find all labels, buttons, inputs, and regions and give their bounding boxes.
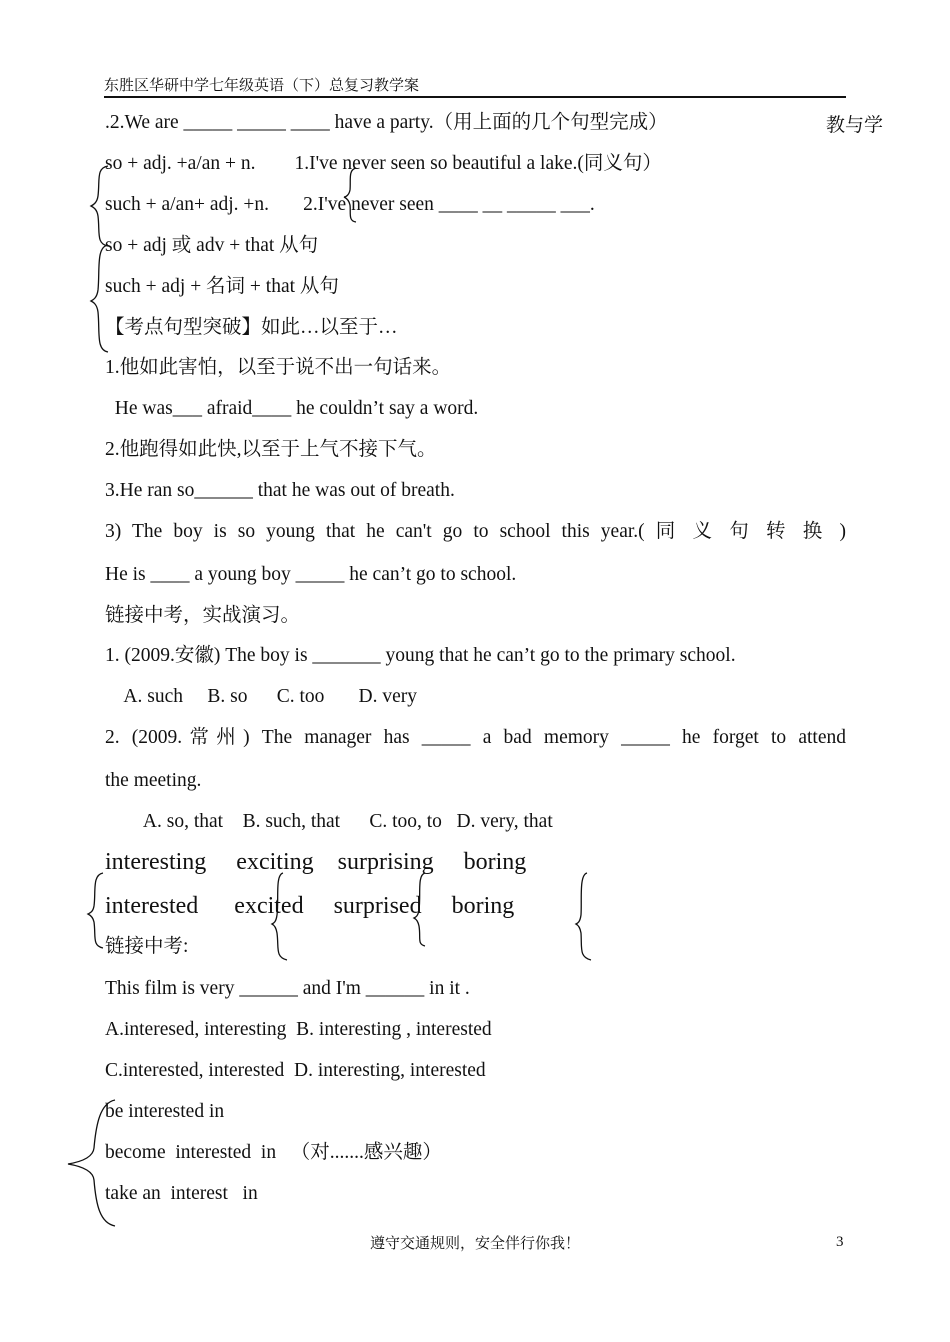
text-line: such + adj + 名词 + that 从句 xyxy=(105,276,339,297)
left-brace xyxy=(91,245,108,352)
text-line: take an interest in xyxy=(105,1183,258,1204)
text-line: .2.We are _____ _____ ____ have a party.（用上面的几个句型完成） xyxy=(105,112,668,133)
text-line: interesting exciting surprising boring xyxy=(105,849,527,875)
left-brace xyxy=(68,1100,115,1226)
text-line: 3.He ran so______ that he was out of breath. xyxy=(105,480,455,501)
page-number: 3 xyxy=(836,1234,844,1250)
text-line: 链接中考: xyxy=(105,936,189,957)
inner-brace xyxy=(414,873,425,946)
text-line: so + adj 或 adv + that 从句 xyxy=(105,235,319,256)
text-line: He is ____ a young boy _____ he can’t go to school. xyxy=(105,564,517,585)
text-line: 链接中考，实战演习。 xyxy=(105,605,301,626)
text-line: become interested in （对.......感兴趣） xyxy=(105,1142,442,1163)
right-brace xyxy=(576,873,591,960)
text-line: so + adj. +a/an + n. 1.I've never seen so beautiful a lake.(同义句） xyxy=(105,153,662,174)
text-line: the meeting. xyxy=(105,770,202,791)
text-line: 2.他跑得如此快,以至于上气不接下气。 xyxy=(105,439,437,460)
text-line: such + a/an+ adj. +n. 2.I've never seen ____ __ _____ ___. xyxy=(105,194,595,215)
text-line: 1. (2009.安徽) The boy is _______ young that he can’t go to the primary school. xyxy=(105,645,736,666)
text-line: A.interesed, interesting B. interesting , interested xyxy=(105,1019,492,1040)
text-line: This film is very ______ and I'm ______ in it . xyxy=(105,978,470,999)
text-line: 2. (2009.常州) The manager has _____ a bad memory _____ he forget to attend xyxy=(105,727,846,748)
footer-slogan: 遵守交通规则，安全伴行你我！ xyxy=(369,1236,580,1252)
text-line: be interested in xyxy=(105,1101,225,1122)
left-brace xyxy=(91,166,108,246)
text-line: interested excited surprised boring xyxy=(105,893,515,919)
text-line: He was___ afraid____ he couldn’t say a word. xyxy=(105,398,479,419)
text-line: C.interested, interested D. interesting, interested xyxy=(105,1060,486,1081)
inner-brace xyxy=(344,168,356,222)
left-brace xyxy=(88,873,103,948)
text-line: A. such B. so C. too D. very xyxy=(105,686,417,707)
inner-brace xyxy=(272,873,287,960)
header-title: 东胜区华研中学七年级英语（下）总复习教学案 xyxy=(104,78,420,94)
side-note: 教与学 xyxy=(826,115,884,136)
text-line: A. so, that B. such, that C. too, to D. very, that xyxy=(105,811,553,832)
text-line: 1.他如此害怕，以至于说不出一句话来。 xyxy=(105,357,452,378)
text-line: 3) The boy is so young that he can't go to school this year.( 同 义 句 转 换 ) xyxy=(105,521,846,542)
section-heading: 【考点句型突破】如此…以至于… xyxy=(105,317,398,338)
